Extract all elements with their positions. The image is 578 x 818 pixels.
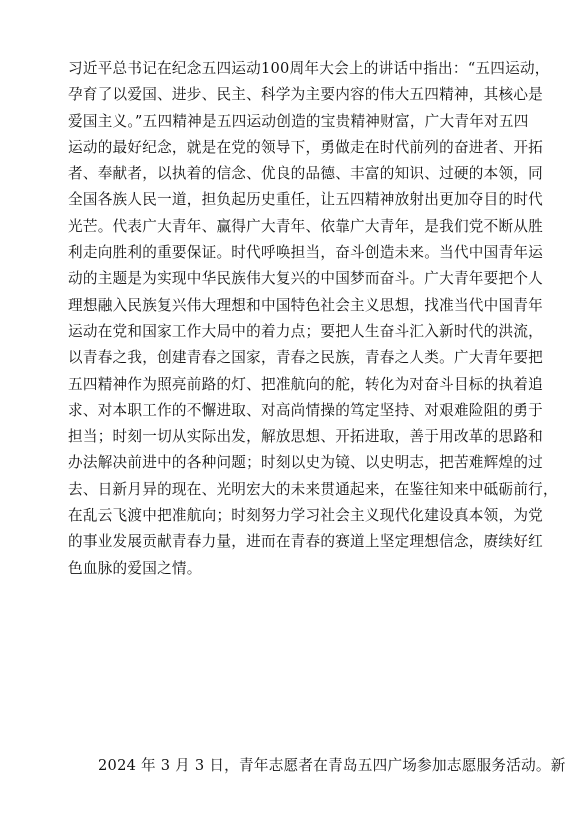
paragraph-line: 全国各族人民一道，担负起历史重任，让五四精神放射出更加夺目的时代 [68,191,544,209]
paragraph-line: 利走向胜利的重要保证。时代呼唤担当，奋斗创造未来。当代中国青年运 [68,244,544,262]
paragraph-line: 色血脉的爱国之情。 [68,559,202,577]
body-paragraph [68,56,558,582]
paragraph-line: 五四精神作为照亮前路的灯、把准航向的舵，转化为对奋斗目标的执着追 [68,375,544,393]
paragraph-line: 办法解决前进中的各种问题；时刻以史为镜、以史明志，把苦难辉煌的过 [68,454,544,472]
paragraph-line: 动的主题是为实现中华民族伟大复兴的中国梦而奋斗。广大青年要把个人 [68,270,544,288]
caption-line: 2024 年 3 月 3 日，青年志愿者在青岛五四广场参加志愿服务活动。新 [98,757,566,774]
paragraph-line: 者、奉献者，以执着的信念、优良的品德、丰富的知识、过硬的本领，同 [68,165,544,183]
paragraph-line: 爱国主义。”五四精神是五四运动创造的宝贵精神财富，广大青年对五四 [68,112,529,130]
paragraph-line: 的事业发展贡献青春力量，进而在青春的赛道上坚定理想信念，赓续好红 [68,533,544,551]
paragraph-line: 理想融入民族复兴伟大理想和中国特色社会主义思想，找准当代中国青年 [68,296,544,314]
paragraph-line: 在乱云飞渡中把准航向；时刻努力学习社会主义现代化建设真本领，为党 [68,507,544,525]
paragraph-line: 孕育了以爱国、进步、民主、科学为主要内容的伟大五四精神，其核心是 [68,86,544,104]
paragraph-line: 运动的最好纪念，就是在党的领导下，勇做走在时代前列的奋进者、开拓 [68,138,544,156]
paragraph-line: 以青春之我，创建青春之国家，青春之民族，青春之人类。广大青年要把 [68,349,544,367]
paragraph-line: 去、日新月异的现在、光明宏大的未来贯通起来，在鉴往知来中砥砺前行， [68,480,558,498]
photo-caption [68,753,566,779]
paragraph-line: 习近平总书记在纪念五四运动100周年大会上的讲话中指出：“五四运动， [68,60,550,77]
paragraph-line: 光芒。代表广大青年、赢得广大青年、依靠广大青年，是我们党不断从胜 [68,217,544,235]
paragraph-line: 担当；时刻一切从实际出发，解放思想、开拓进取，善于用改革的思路和 [68,428,544,446]
paragraph-line: 运动在党和国家工作大局中的着力点；要把人生奋斗汇入新时代的洪流， [68,322,544,340]
paragraph-line: 求、对本职工作的不懈进取、对高尚情操的笃定坚持、对艰难险阻的勇于 [68,401,544,419]
